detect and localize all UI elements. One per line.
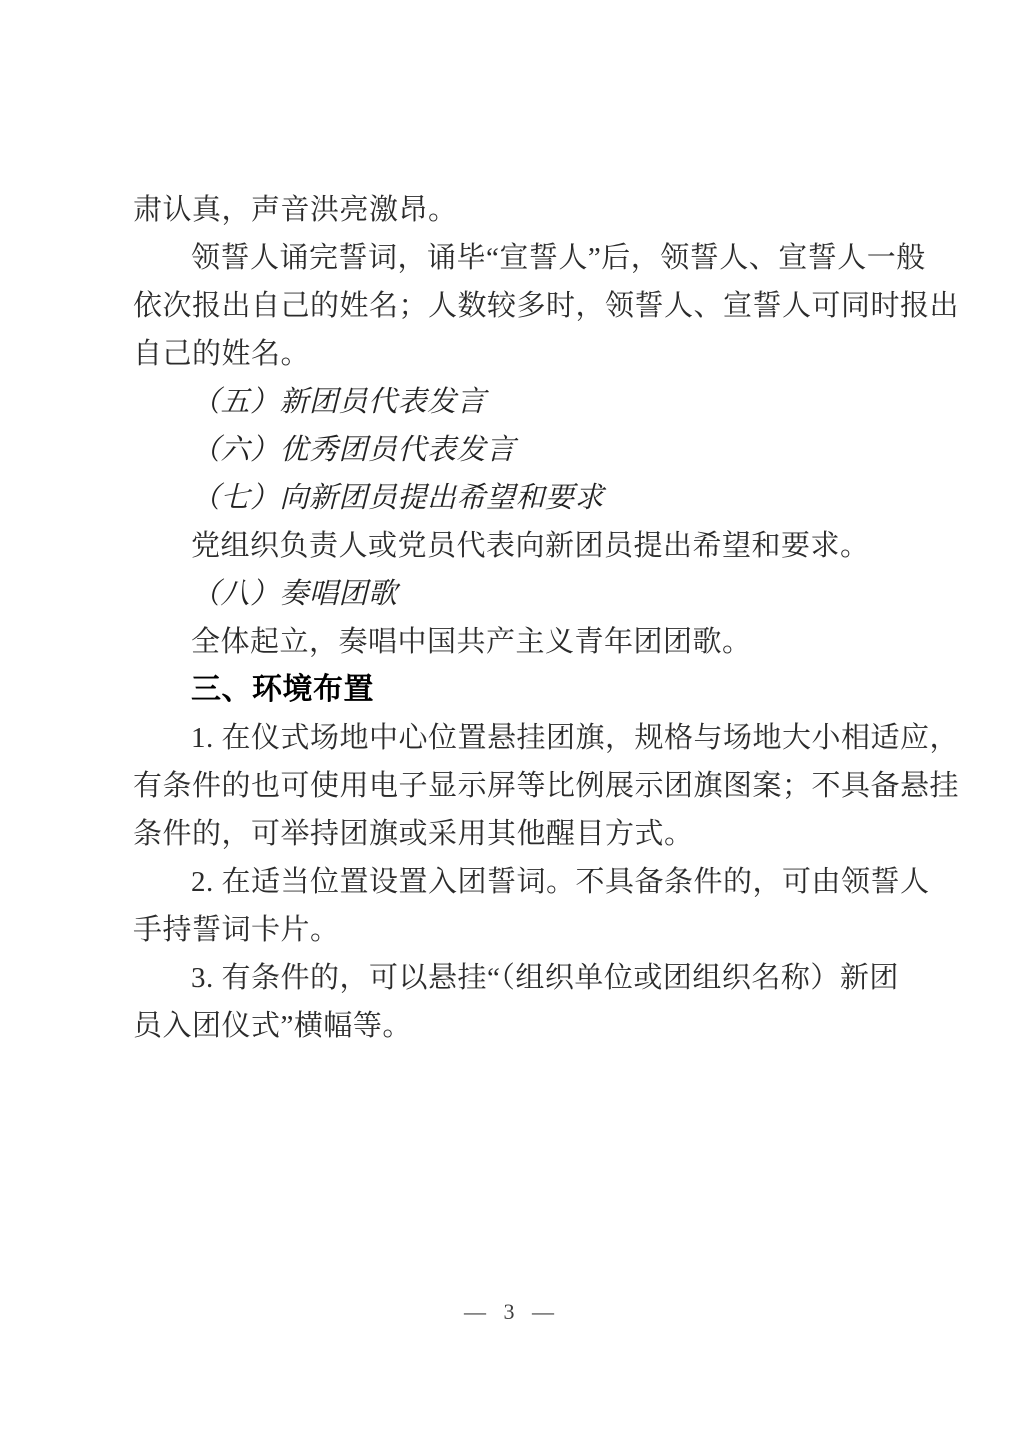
numbered-item-1: 1. 在仪式场地中心位置悬挂团旗，规格与场地大小相适应， <box>191 722 960 754</box>
body-line: 党组织负责人或党员代表向新团员提出希望和要求。 <box>191 530 870 562</box>
subitem-heading-7: （七）向新团员提出希望和要求 <box>191 482 605 514</box>
page-number: — 3 — <box>464 1299 560 1324</box>
body-line: 手持誓词卡片。 <box>133 914 340 946</box>
section-heading-environment-setup: 三、环境布置 <box>191 673 374 706</box>
numbered-item-3: 3. 有条件的，可以悬挂“（组织单位或团组织名称）新团 <box>191 962 899 994</box>
body-line: 依次报出自己的姓名；人数较多时，领誓人、宣誓人可同时报出 <box>133 290 960 322</box>
body-line: 自己的姓名。 <box>133 338 311 370</box>
subitem-heading-5: （五）新团员代表发言 <box>191 386 487 418</box>
document-body <box>133 186 963 1050</box>
subitem-heading-6: （六）优秀团员代表发言 <box>191 434 516 466</box>
body-line: 有条件的也可使用电子显示屏等比例展示团旗图案；不具备悬挂 <box>133 770 960 802</box>
body-line: 全体起立，奏唱中国共产主义青年团团歌。 <box>191 626 752 658</box>
body-line: 肃认真，声音洪亮激昂。 <box>133 194 458 226</box>
numbered-item-2: 2. 在适当位置设置入团誓词。不具备条件的，可由领誓人 <box>191 866 930 898</box>
body-line: 员入团仪式”横幅等。 <box>133 1010 412 1042</box>
body-line: 条件的，可举持团旗或采用其他醒目方式。 <box>133 818 694 850</box>
subitem-heading-8: （八）奏唱团歌 <box>191 578 398 610</box>
body-line: 领誓人诵完誓词，诵毕“宣誓人”后，领誓人、宣誓人一般 <box>191 242 926 274</box>
